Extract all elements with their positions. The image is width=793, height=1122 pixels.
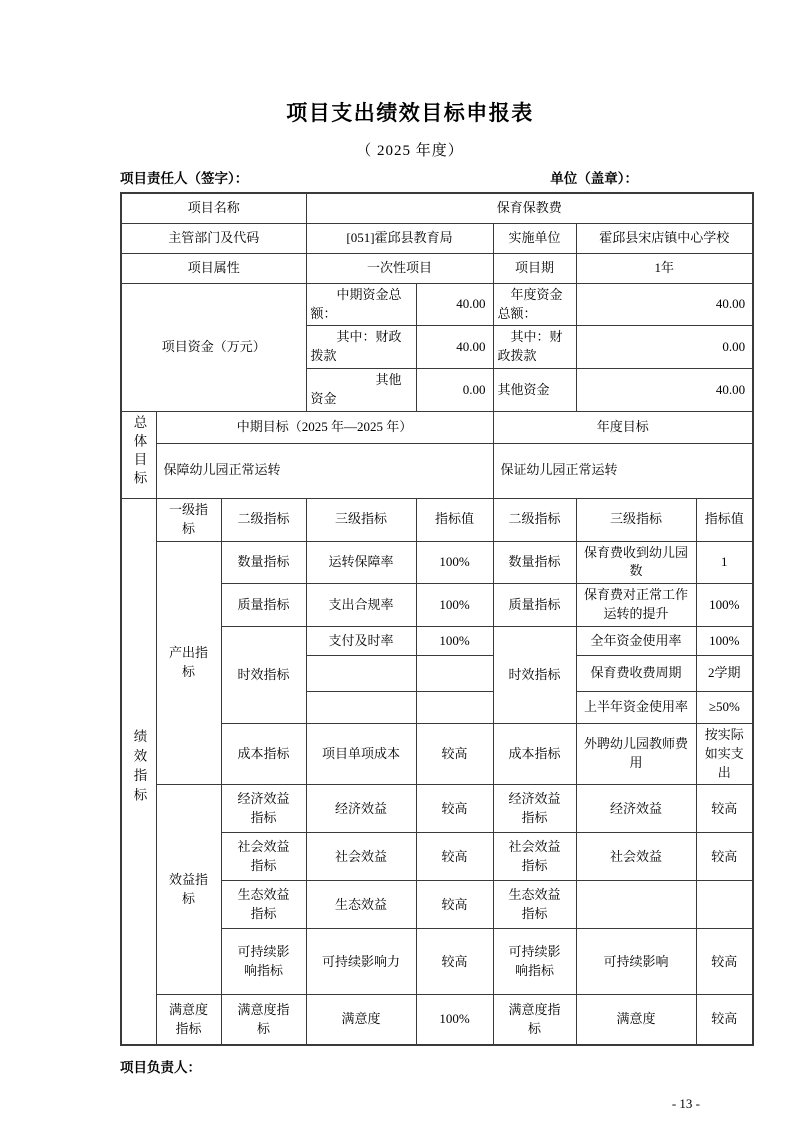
period-value: 1年	[576, 253, 753, 283]
indicator-value: 按实际如实支出	[696, 723, 753, 785]
level2-indicator: 可持续影响指标	[493, 929, 576, 995]
level3-indicator: 支付及时率	[306, 626, 416, 655]
level2-indicator: 生态效益指标	[221, 881, 306, 929]
mid-other-value: 0.00	[416, 369, 493, 412]
funding-label: 项目资金（万元）	[121, 283, 306, 411]
project-name-value: 保育保教费	[306, 193, 753, 223]
annual-fiscal-value: 0.00	[576, 326, 753, 369]
level3-indicator	[306, 691, 416, 723]
annual-goal-header: 年度目标	[493, 411, 753, 443]
period-label: 项目期	[493, 253, 576, 283]
header-level1: 一级指标	[156, 498, 221, 541]
indicator-value: 100%	[416, 541, 493, 584]
annual-other-label: 其他资金	[493, 369, 576, 412]
level3-indicator: 可持续影响力	[306, 929, 416, 995]
header-level3-mid: 三级指标	[306, 498, 416, 541]
mid-fiscal-label: 其中：财政拨款	[306, 326, 416, 369]
level3-indicator: 经济效益	[576, 785, 696, 833]
indicator-value: 较高	[416, 723, 493, 785]
level3-indicator: 社会效益	[306, 833, 416, 881]
level3-indicator	[576, 881, 696, 929]
indicator-value: 较高	[696, 785, 753, 833]
performance-target-table	[120, 192, 754, 1046]
level3-indicator: 可持续影响	[576, 929, 696, 995]
level2-indicator: 质量指标	[493, 584, 576, 627]
annual-total-value: 40.00	[576, 283, 753, 326]
level2-indicator: 满意度指标	[493, 995, 576, 1045]
form-title: 项目支出绩效目标申报表	[286, 101, 534, 125]
indicator-value: 较高	[416, 881, 493, 929]
level2-indicator: 质量指标	[221, 584, 306, 627]
level2-indicator: 时效指标	[221, 626, 306, 723]
mid-goal-text: 保障幼儿园正常运转	[156, 443, 493, 498]
indicator-value: 100%	[416, 995, 493, 1045]
indicator-value: 较高	[416, 785, 493, 833]
overall-goal-section-label: 总体目标	[121, 411, 156, 498]
header-value-mid: 指标值	[416, 498, 493, 541]
level3-indicator: 保育费收到幼儿园数	[576, 541, 696, 584]
performance-section-label: 绩效指标	[121, 498, 156, 1045]
level3-indicator: 上半年资金使用率	[576, 691, 696, 723]
page-number: - 13 -	[671, 1095, 700, 1111]
level2-indicator: 满意度指标	[221, 995, 306, 1045]
indicator-value: 100%	[696, 626, 753, 655]
indicator-value: 2学期	[696, 655, 753, 691]
indicator-value	[416, 691, 493, 723]
level3-indicator: 外聘幼儿园教师费用	[576, 723, 696, 785]
level1-satisfaction: 满意度指标	[156, 995, 221, 1045]
signature-labels-row	[120, 167, 700, 187]
annual-fiscal-label: 其中：财政拨款	[493, 326, 576, 369]
level2-indicator: 经济效益指标	[221, 785, 306, 833]
impl-unit-label: 实施单位	[493, 223, 576, 253]
level1-benefit: 效益指标	[156, 785, 221, 995]
mid-other-label: 其他资金	[306, 369, 416, 412]
attr-label: 项目属性	[121, 253, 306, 283]
level2-indicator: 可持续影响指标	[221, 929, 306, 995]
level2-indicator: 经济效益指标	[493, 785, 576, 833]
indicator-value: ≥50%	[696, 691, 753, 723]
indicator-value: 较高	[416, 833, 493, 881]
attr-value: 一次性项目	[306, 253, 493, 283]
mid-total-value: 40.00	[416, 283, 493, 326]
indicator-value	[696, 881, 753, 929]
indicator-value: 较高	[696, 995, 753, 1045]
level2-indicator: 社会效益指标	[221, 833, 306, 881]
level2-indicator: 时效指标	[493, 626, 576, 723]
indicator-value: 1	[696, 541, 753, 584]
header-level2-mid: 二级指标	[221, 498, 306, 541]
level3-indicator: 支出合规率	[306, 584, 416, 627]
indicator-value: 较高	[696, 833, 753, 881]
dept-value: [051]霍邱县教育局	[306, 223, 493, 253]
level3-indicator: 经济效益	[306, 785, 416, 833]
level3-indicator: 满意度	[576, 995, 696, 1045]
level3-indicator: 生态效益	[306, 881, 416, 929]
level2-indicator: 社会效益指标	[493, 833, 576, 881]
header-level3-annual: 三级指标	[576, 498, 696, 541]
level3-indicator: 满意度	[306, 995, 416, 1045]
indicator-value: 100%	[416, 626, 493, 655]
project-leader-label: 项目负责人：	[120, 1059, 201, 1075]
level2-indicator: 数量指标	[221, 541, 306, 584]
unit-seal-label: 单位（盖章）：	[550, 171, 638, 187]
level3-indicator: 项目单项成本	[306, 723, 416, 785]
indicator-value: 较高	[416, 929, 493, 995]
project-responsible-label: 项目责任人（签字）：	[120, 171, 249, 187]
level3-indicator: 保育费对正常工作运转的提升	[576, 584, 696, 627]
level3-indicator	[306, 655, 416, 691]
indicator-value	[416, 655, 493, 691]
annual-total-label: 年度资金总额：	[493, 283, 576, 326]
annual-goal-text: 保证幼儿园正常运转	[493, 443, 753, 498]
level3-indicator: 运转保障率	[306, 541, 416, 584]
level3-indicator: 全年资金使用率	[576, 626, 696, 655]
level2-indicator: 生态效益指标	[493, 881, 576, 929]
annual-other-value: 40.00	[576, 369, 753, 412]
form-year-subtitle: （ 2025 年度）	[356, 143, 464, 160]
level2-indicator: 成本指标	[493, 723, 576, 785]
level1-output: 产出指标	[156, 541, 221, 785]
mid-total-label: 中期资金总额：	[306, 283, 416, 326]
level3-indicator: 保育费收费周期	[576, 655, 696, 691]
indicator-value: 100%	[416, 584, 493, 627]
dept-label: 主管部门及代码	[121, 223, 306, 253]
level3-indicator: 社会效益	[576, 833, 696, 881]
project-name-label: 项目名称	[121, 193, 306, 223]
level2-indicator: 成本指标	[221, 723, 306, 785]
mid-goal-header: 中期目标（2025 年—2025 年）	[156, 411, 493, 443]
indicator-value: 较高	[696, 929, 753, 995]
impl-unit-value: 霍邱县宋店镇中心学校	[576, 223, 753, 253]
indicator-value: 100%	[696, 584, 753, 627]
header-level2-annual: 二级指标	[493, 498, 576, 541]
header-value-annual: 指标值	[696, 498, 753, 541]
level2-indicator: 数量指标	[493, 541, 576, 584]
mid-fiscal-value: 40.00	[416, 326, 493, 369]
